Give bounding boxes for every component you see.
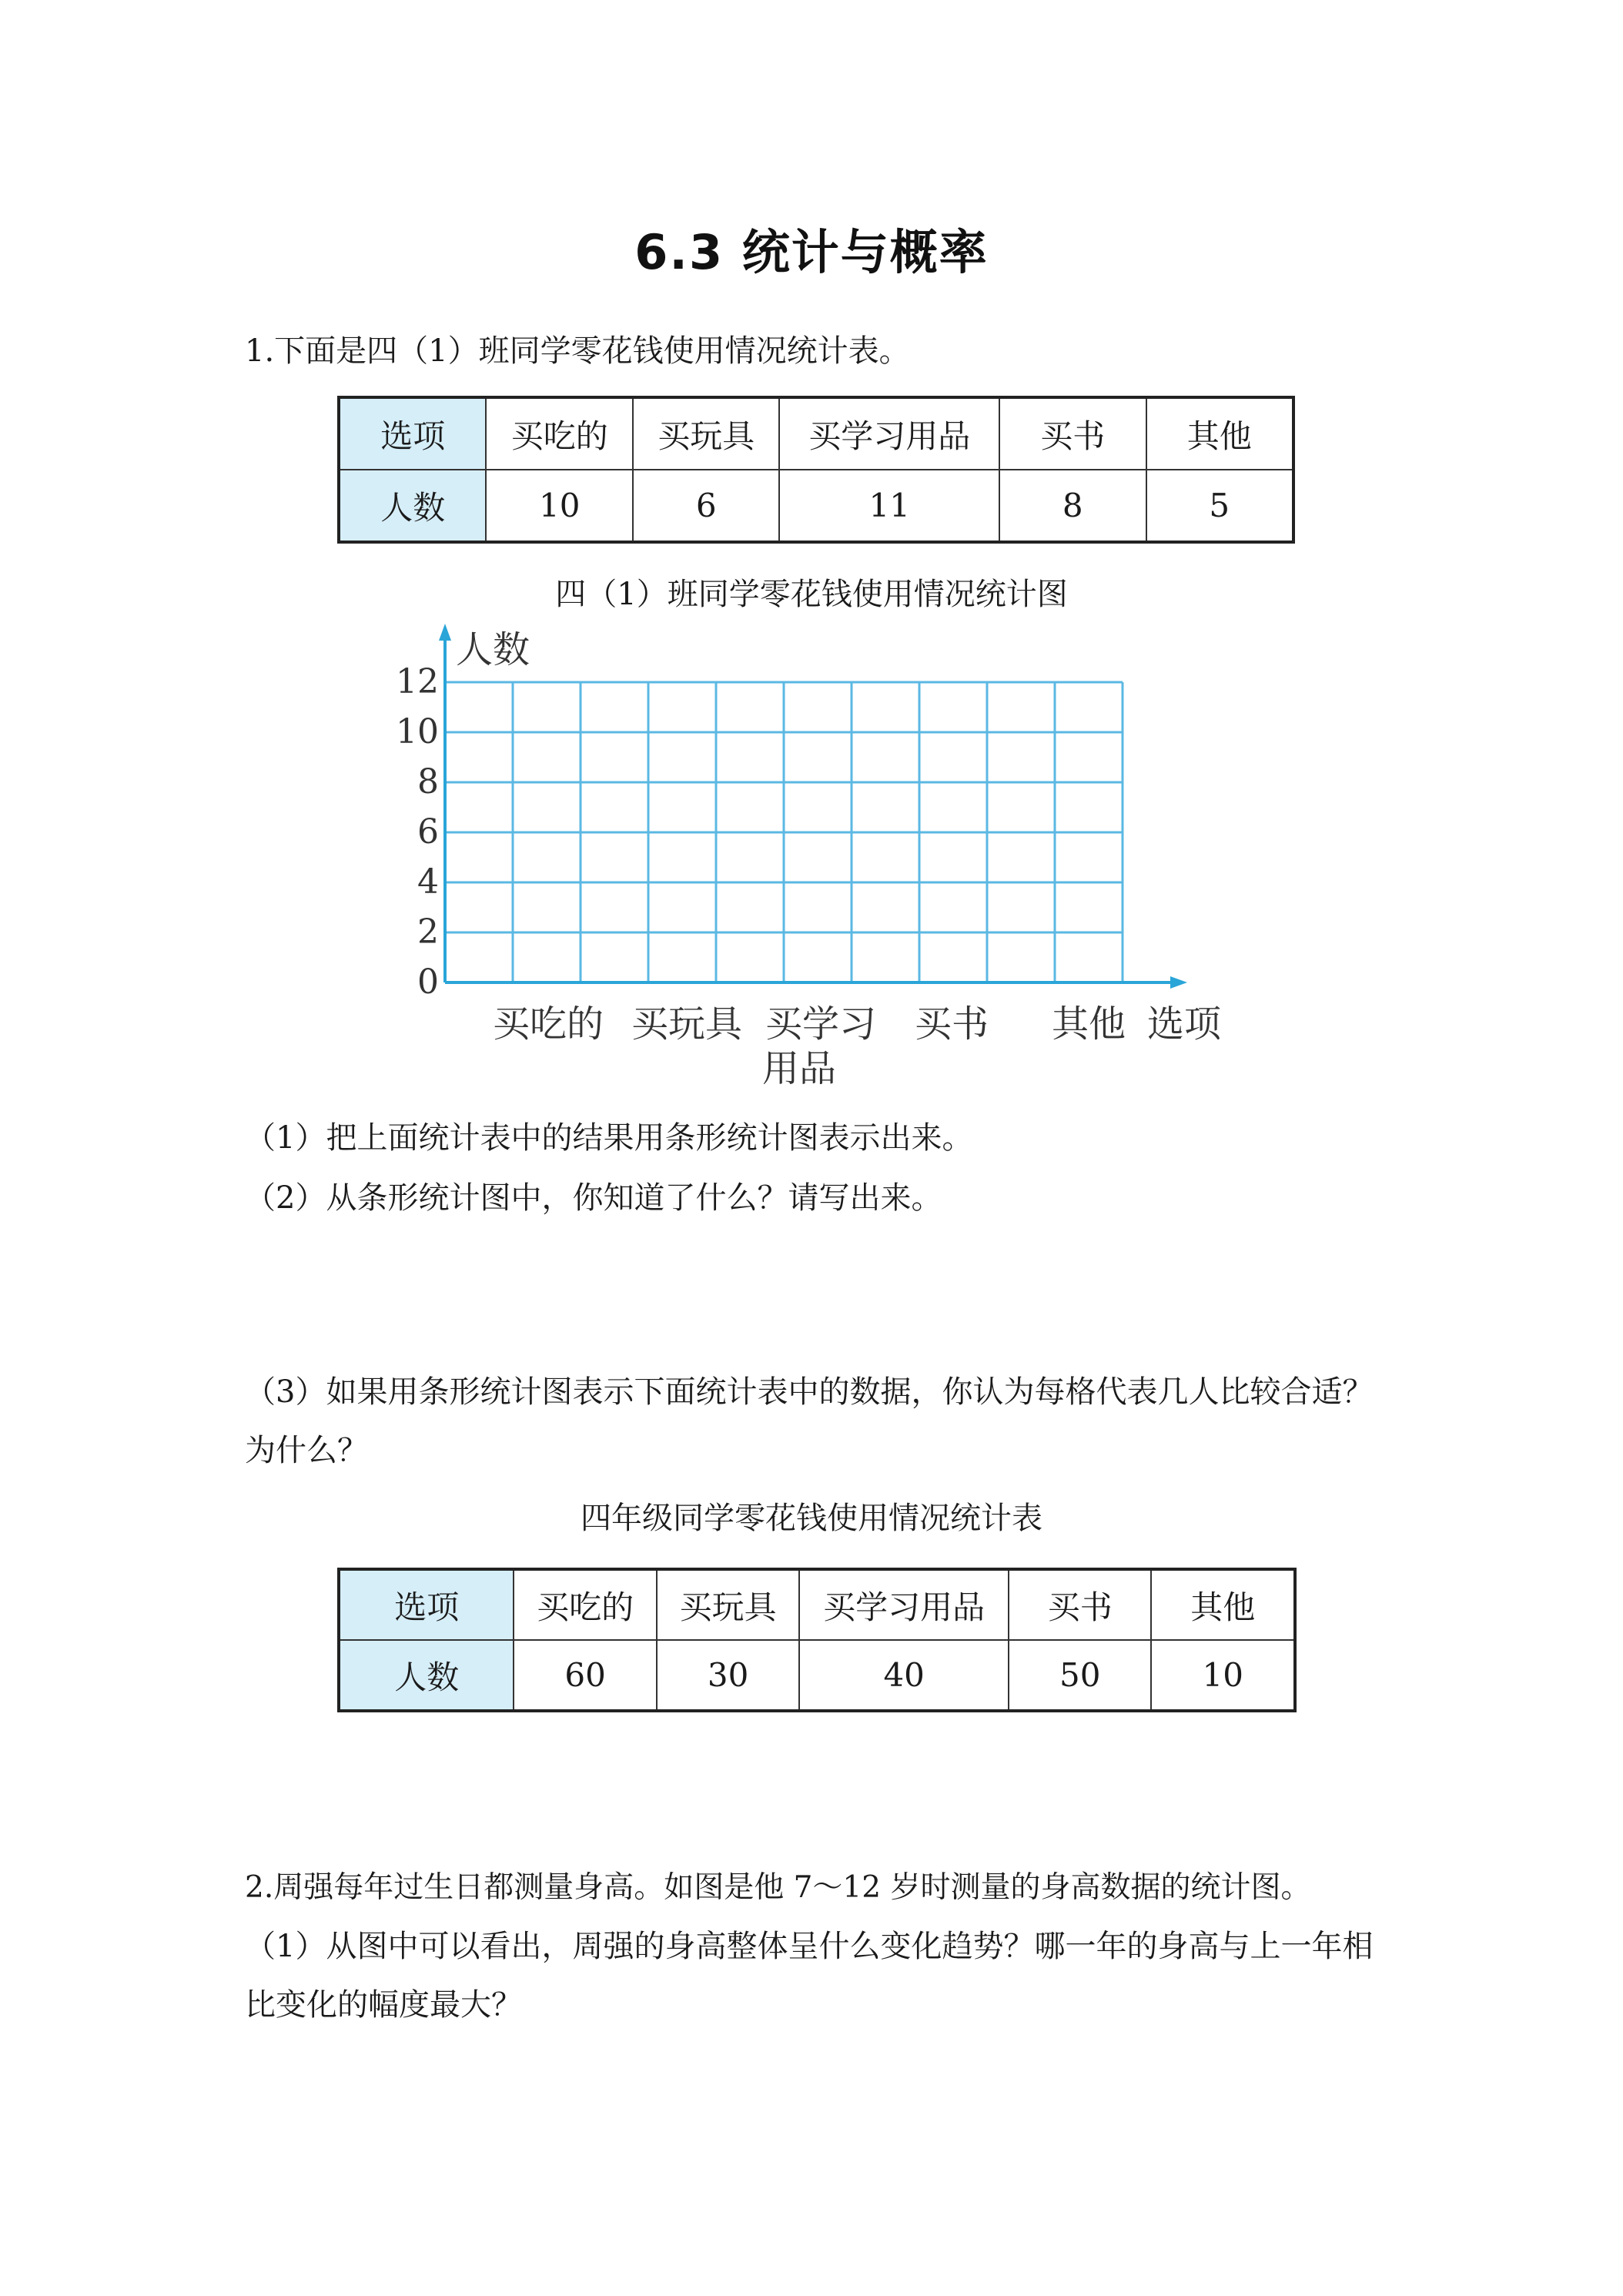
q2-sub1: （1）从图中可以看出，周强的身高整体呈什么变化趋势？哪一年的身高与上一年相比变化的幅度最大？ bbox=[245, 1929, 1374, 2023]
table-cell: 30 bbox=[657, 1640, 799, 1711]
table-row bbox=[339, 1569, 1295, 1640]
table-cell: 买学习用品 bbox=[799, 1569, 1009, 1640]
q1-table bbox=[337, 396, 1295, 544]
table-row bbox=[339, 397, 1293, 470]
table-cell: 10 bbox=[1151, 1640, 1295, 1711]
table-cell: 10 bbox=[486, 470, 633, 542]
y-tick-label: 12 bbox=[396, 662, 439, 701]
q2-intro: 2.周强每年过生日都测量身高。如图是他 7～12 岁时测量的身高数据的统计图。 bbox=[245, 1870, 1311, 1905]
q1-table2 bbox=[337, 1568, 1297, 1712]
table-cell: 买吃的 bbox=[486, 397, 633, 470]
page-title: 6.3 统计与概率 bbox=[634, 224, 989, 280]
y-axis-label: 人数 bbox=[456, 628, 530, 671]
table-cell: 买玩具 bbox=[657, 1569, 799, 1640]
table-cell: 50 bbox=[1009, 1640, 1151, 1711]
table-row bbox=[339, 470, 1293, 542]
table-cell: 8 bbox=[999, 470, 1146, 542]
y-tick-label: 0 bbox=[417, 962, 439, 1002]
x-tick-label: 其他 bbox=[1051, 1002, 1126, 1046]
table-cell: 60 bbox=[514, 1640, 656, 1711]
table-cell: 买玩具 bbox=[633, 397, 779, 470]
q1-sub2: （2）从条形统计图中，你知道了什么？请写出来。 bbox=[245, 1180, 942, 1216]
x-axis-arrow bbox=[1170, 976, 1187, 989]
table-cell: 其他 bbox=[1146, 397, 1293, 470]
x-tick-label-line2: 用品 bbox=[761, 1047, 837, 1090]
q1-sub3: （3）如果用条形统计图表示下面统计表中的数据，你认为每格代表几人比较合适？为什么？ bbox=[245, 1374, 1374, 1468]
table-cell: 5 bbox=[1146, 470, 1293, 542]
x-tick-label: 买书 bbox=[914, 1002, 989, 1046]
y-tick-label: 8 bbox=[417, 762, 439, 802]
table-cell: 6 bbox=[633, 470, 779, 542]
table-cell: 11 bbox=[779, 470, 999, 542]
chart-caption: 四（1）班同学零花钱使用情况统计图 bbox=[555, 577, 1068, 612]
table-cell: 选项 bbox=[339, 397, 486, 470]
table-cell: 买学习用品 bbox=[779, 397, 999, 470]
x-tick-label: 买吃的 bbox=[492, 1002, 604, 1046]
table-row bbox=[339, 1640, 1295, 1711]
table-cell: 买书 bbox=[1009, 1569, 1151, 1640]
table-cell: 40 bbox=[799, 1640, 1009, 1711]
table-cell: 人数 bbox=[339, 1640, 514, 1711]
y-tick-label: 10 bbox=[396, 712, 439, 751]
table-cell: 人数 bbox=[339, 470, 486, 542]
q1-intro: 1.下面是四（1）班同学零花钱使用情况统计表。 bbox=[245, 333, 910, 369]
y-tick-label: 2 bbox=[417, 912, 439, 952]
x-tick-label: 买玩具 bbox=[631, 1002, 743, 1046]
bar-chart-grid bbox=[370, 616, 1278, 1093]
y-axis-arrow bbox=[439, 624, 451, 641]
table-cell: 买吃的 bbox=[514, 1569, 656, 1640]
x-tick-label: 买学习 bbox=[765, 1002, 877, 1046]
table-cell: 选项 bbox=[339, 1569, 514, 1640]
table-cell: 其他 bbox=[1151, 1569, 1295, 1640]
table2-caption: 四年级同学零花钱使用情况统计表 bbox=[581, 1501, 1042, 1536]
x-axis-label: 选项 bbox=[1147, 1002, 1222, 1046]
y-tick-label: 6 bbox=[417, 812, 439, 852]
table-cell: 买书 bbox=[999, 397, 1146, 470]
q1-sub1: （1）把上面统计表中的结果用条形统计图表示出来。 bbox=[245, 1120, 973, 1156]
y-tick-label: 4 bbox=[417, 862, 439, 902]
